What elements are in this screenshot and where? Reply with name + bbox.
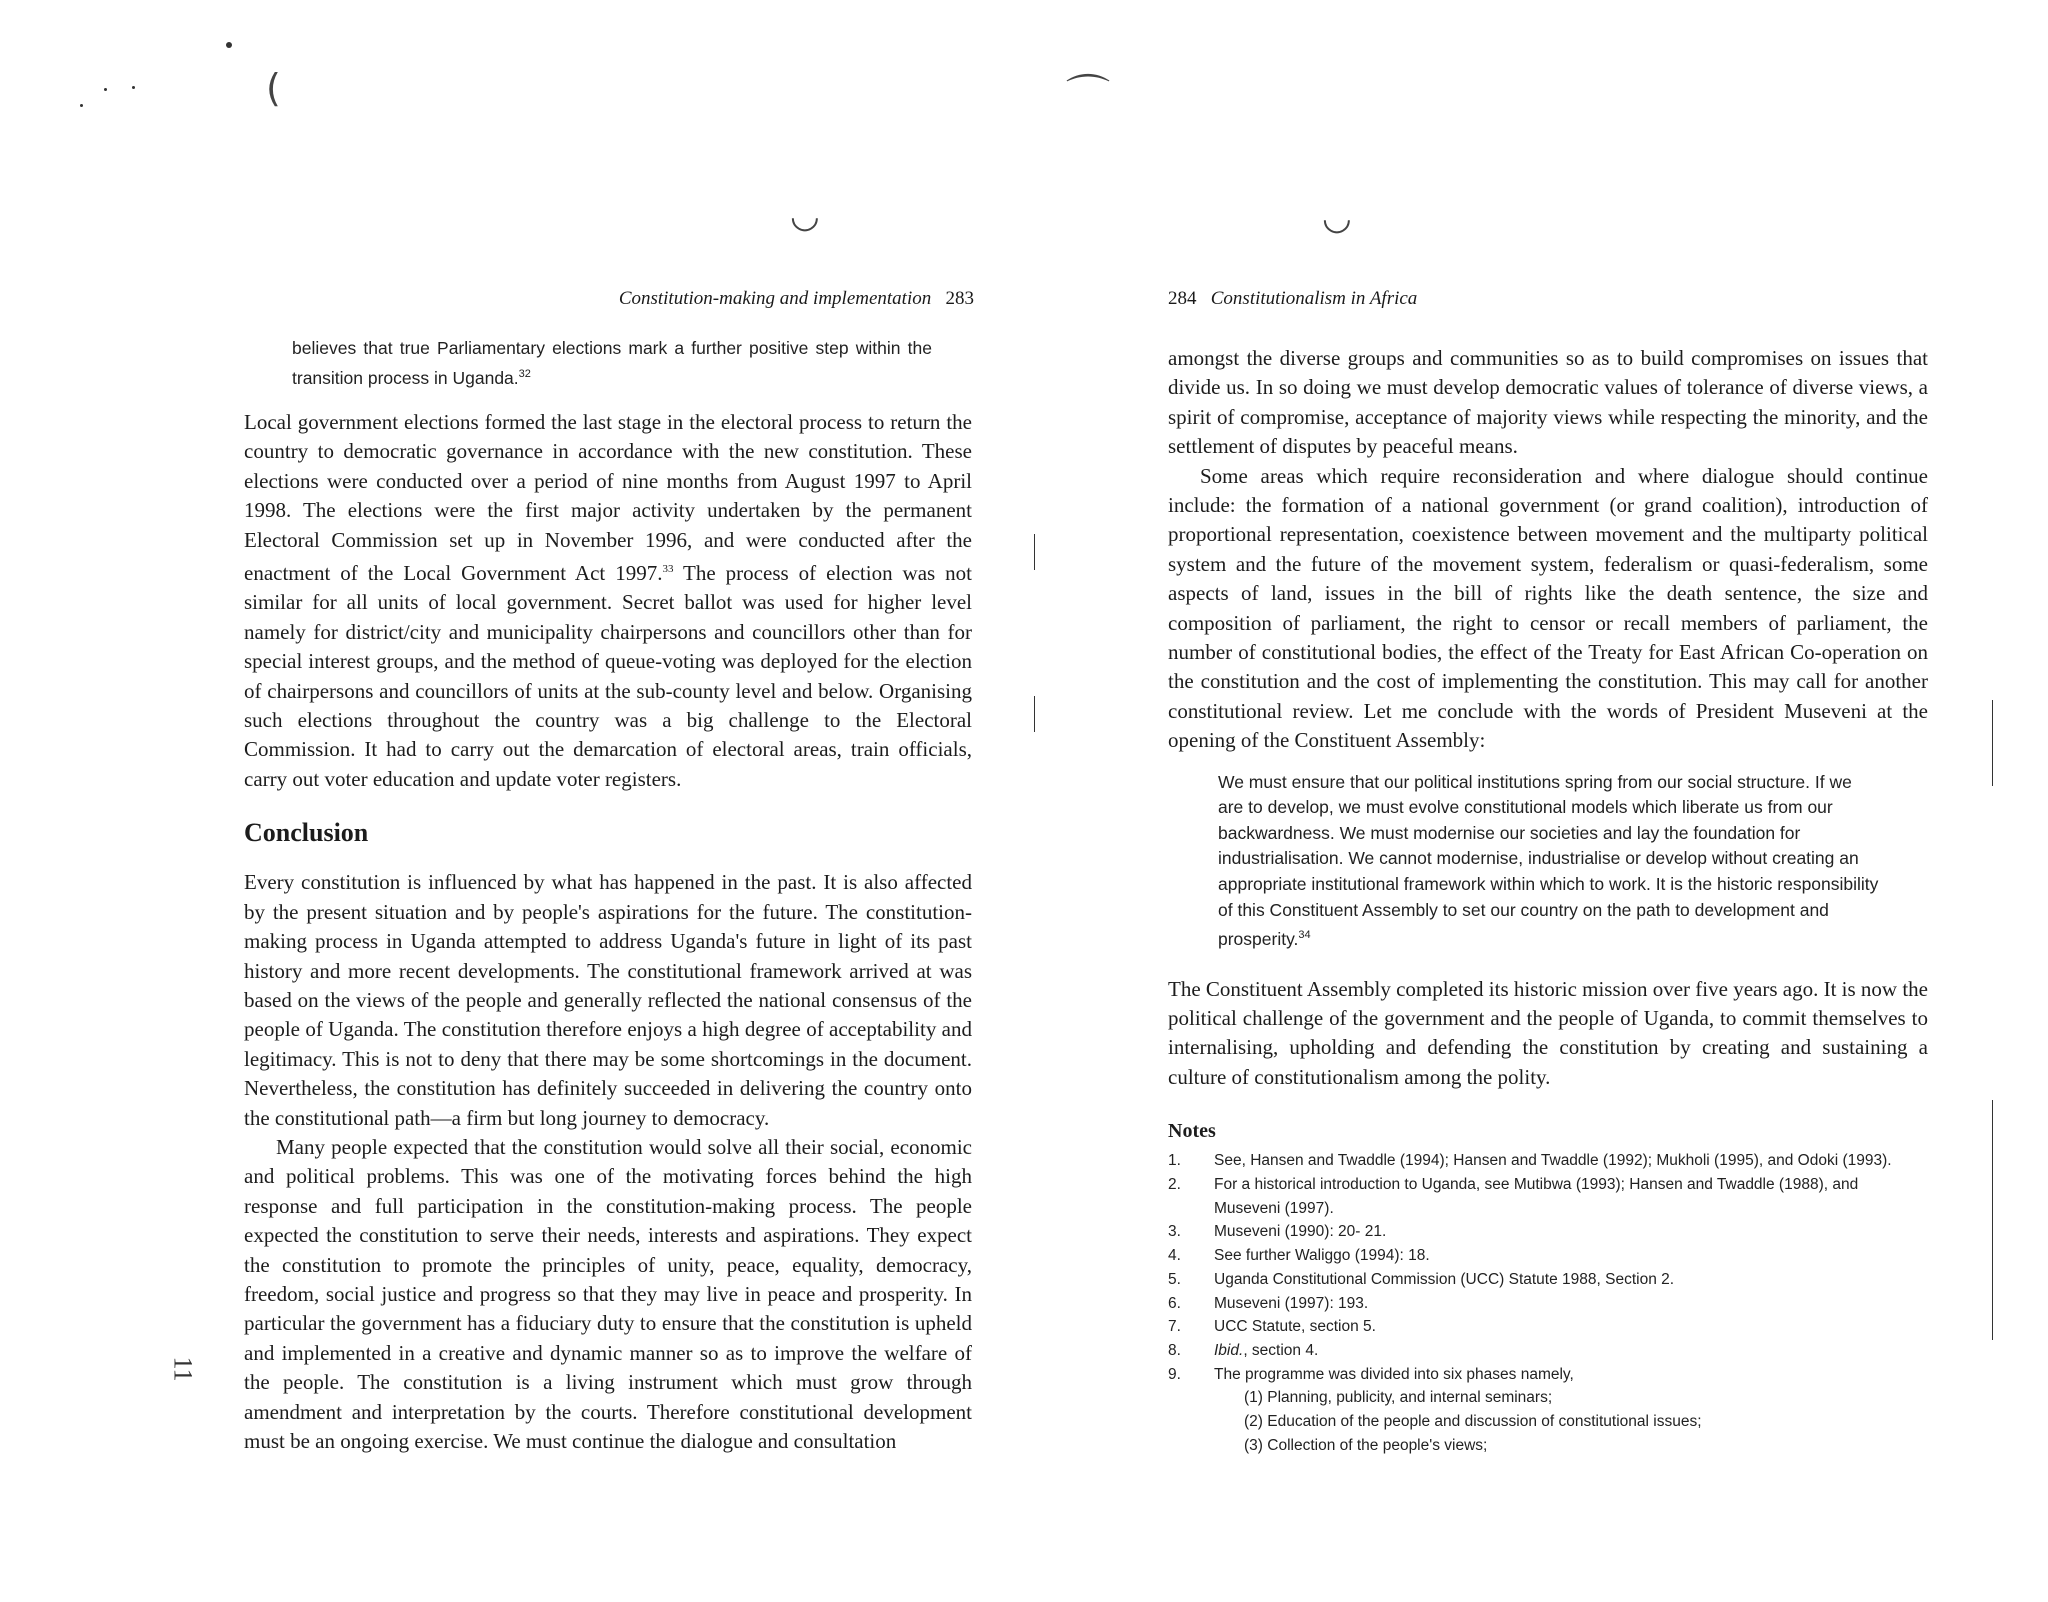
note-text: For a historical introduction to Uganda, see Mutibwa (1993); Hansen and Twaddle (1988), and Museveni (1997). <box>1214 1176 1859 1217</box>
note-number: 2. <box>1168 1176 1181 1193</box>
note-number: 3. <box>1168 1223 1181 1241</box>
note-number: 5. <box>1168 1270 1181 1288</box>
quote-text: believes that true Parliamentary elections mark a further positive step within the transition process in Uganda. <box>292 338 932 388</box>
note-text: See further Waliggo (1994): 18. <box>1214 1247 1430 1265</box>
page-number: 283 <box>945 288 974 309</box>
note-item <box>1168 1268 1928 1292</box>
note-text: The programme was divided into six phases namely, <box>1214 1365 1574 1383</box>
note-number: 8. <box>1168 1341 1181 1359</box>
note-item <box>1168 1149 1928 1173</box>
note-number: 4. <box>1168 1247 1181 1265</box>
paragraph-final: The Constituent Assembly completed its historic mission over five years ago. It is now the political challenge of the government and the people of Uganda, to commit themselves to internalising, upholding and defending the constitution by creating and sustaining a culture of constitutionalism among the polity. <box>1168 976 1928 1089</box>
paragraph-local-government <box>244 408 972 794</box>
paragraph-text: Local government elections formed the last stage in the electoral process to return the country to democratic governance in accordance with the new constitution. These elections were conducted over a period of nine months from August 1997 to April 1998. The elections were the first major activity undertaken by the permanent Electoral Commission set up in November 1996, and were conducted after the enactment of the Local Government Act 1997. <box>244 410 972 586</box>
note-text: Museveni (1997): 193. <box>1214 1294 1369 1312</box>
note-number: 6. <box>1168 1294 1181 1312</box>
footnote-ref: 34 <box>1298 929 1311 942</box>
footnote-ref: 32 <box>518 367 531 380</box>
note-item <box>1168 1292 1928 1316</box>
scan-speck <box>226 42 232 48</box>
scan-speck <box>132 86 135 89</box>
note-text: Ibid., section 4. <box>1214 1341 1319 1359</box>
note-item <box>1168 1220 1928 1244</box>
scan-mark: ⌒ <box>1066 71 1110 122</box>
notes-heading: Notes <box>1168 1120 1216 1143</box>
scan-speck <box>104 88 107 91</box>
note-sub-item: (2) Education of the people and discussion of constitutional issues; <box>1244 1413 1702 1431</box>
margin-number: 11 <box>168 1356 198 1382</box>
note-sub-item: (3) Collection of the people's views; <box>1244 1436 1488 1454</box>
paragraph-reconsideration: Some areas which require reconsideration and where dialogue should continue include: the formation of a national government (or grand coalition), introduction of proportional representation, coexistence between movement and the multiparty political system and the future of the movement system, federalism or quasi-federalism, some aspects of land, issues in the bill of rights like the death sentence, the size and composition of parliament, the right to censor or recall members of parliament, the number of constitutional bodies, the effect of the Treaty for East African Co-operation on the constitution and the cost of implementing the constitution. This may call for another constitutional review. Let me conclude with the words of President Museveni at the opening of the Constituent Assembly: <box>1168 463 1928 753</box>
page-number: 284 <box>1168 288 1197 309</box>
note-text: UCC Statute, section 5. <box>1214 1318 1376 1336</box>
paragraph-continued: amongst the diverse groups and communities so as to build compromises on issues that divide us. In so doing we must develop democratic values of tolerance of diverse views, a spirit of compromise, acceptance of majority views while respecting the minority, and the settlement of disputes by peaceful means. <box>1168 346 1928 459</box>
note-item <box>1168 1339 1928 1363</box>
binding-mark: ◡ <box>1322 198 1352 238</box>
note-item <box>1168 1173 1928 1220</box>
running-head <box>1168 288 1417 310</box>
museveni-quote <box>1218 770 1880 953</box>
scan-mark: ( <box>266 66 281 110</box>
margin-rule <box>1992 1100 1993 1340</box>
note-item <box>1168 1363 1928 1387</box>
note-text: Museveni (1990): 20- 21. <box>1214 1223 1387 1241</box>
binding-mark: ◡ <box>790 196 820 236</box>
note-sub-item: (1) Planning, publicity, and internal seminars; <box>1244 1389 1553 1407</box>
margin-rule <box>1992 700 1993 786</box>
right-page <box>1024 0 2048 1602</box>
section-heading: Conclusion <box>244 818 369 848</box>
paragraph-text: The process of election was not similar for all units of local government. Secret ballot was used for higher level namely for district/city and municipality chairpersons and councillors other than for special interest groups, and the method of queue-voting was deployed for the election of chairpersons and councillors of units at the sub-county level and below. Organising such elections throughout the country was a big challenge to the Electoral Commission. It had to carry out the demarcation of electoral areas, train officials, carry out voter education and update voter registers. <box>244 561 973 791</box>
running-head <box>619 288 974 310</box>
running-head-title: Constitution-making and implementation <box>618 288 932 309</box>
note-text: Uganda Constitutional Commission (UCC) Statute 1988, Section 2. <box>1214 1270 1675 1288</box>
note-number: 9. <box>1168 1365 1181 1383</box>
quote-text: We must ensure that our political institutions spring from our social structure. If we are to develop, we must evolve constitutional models which liberate us from our backwardness. We must modernise our societies and lay the foundation for industrialisation. We cannot modernise, industrialise or develop without creating an appropriate institutional framework within which to work. It is the historic responsibility of this Constituent Assembly to set our country on the path to development and prosperity. <box>1218 771 1879 950</box>
block-quote-end <box>292 336 932 391</box>
note-number: 7. <box>1168 1318 1181 1336</box>
right-column <box>1168 344 1928 1457</box>
notes-list <box>1168 1149 1928 1457</box>
note-number: 1. <box>1168 1152 1181 1170</box>
left-column <box>244 336 972 1456</box>
scan-speck <box>80 104 83 107</box>
footnote-ref: 33 <box>662 563 674 576</box>
note-text: See, Hansen and Twaddle (1994); Hansen and Twaddle (1992); Mukholi (1995), and Odoki (1993). <box>1214 1152 1892 1170</box>
note-item <box>1168 1315 1928 1339</box>
running-head-title: Constitutionalism in Africa <box>1210 288 1418 309</box>
note-item <box>1168 1244 1928 1268</box>
paragraph-conclusion-1: Every constitution is influenced by what has happened in the past. It is also affected by the present situation and by people's aspirations for the future. The constitution- making process in Uganda attempted to address Uganda's future in light of its past history and more recent developments. The constitutional framework arrived at was based on the views of the people and generally reflected the national consensus of the people of Uganda. The constitution therefore enjoys a high degree of acceptability and legitimacy. This is not to deny that there may be some shortcomings in the document. Nevertheless, the constitution has definitely succeeded in delivering the country onto the constitutional path—a firm but long journey to democracy. <box>244 870 972 1130</box>
paragraph-conclusion-2: Many people expected that the constitution would solve all their social, economic and political problems. This was one of the motivating forces behind the high response and full participation in the constitution-making process. The people expected the constitution to serve their needs, interests and aspirations. They expect the constitution to promote the principles of unity, peace, equality, democracy, freedom, social justice and progress so that they may live in peace and prosperity. In particular the government has a fiduciary duty to ensure that the constitution is upheld and implemented in a creative and dynamic manner so as to improve the welfare of the people. The constitution is a living instrument which must grow through amendment and interpretation by the courts. Therefore constitutional development must be an ongoing exercise. We must continue the dialogue and consultation <box>244 1134 972 1454</box>
